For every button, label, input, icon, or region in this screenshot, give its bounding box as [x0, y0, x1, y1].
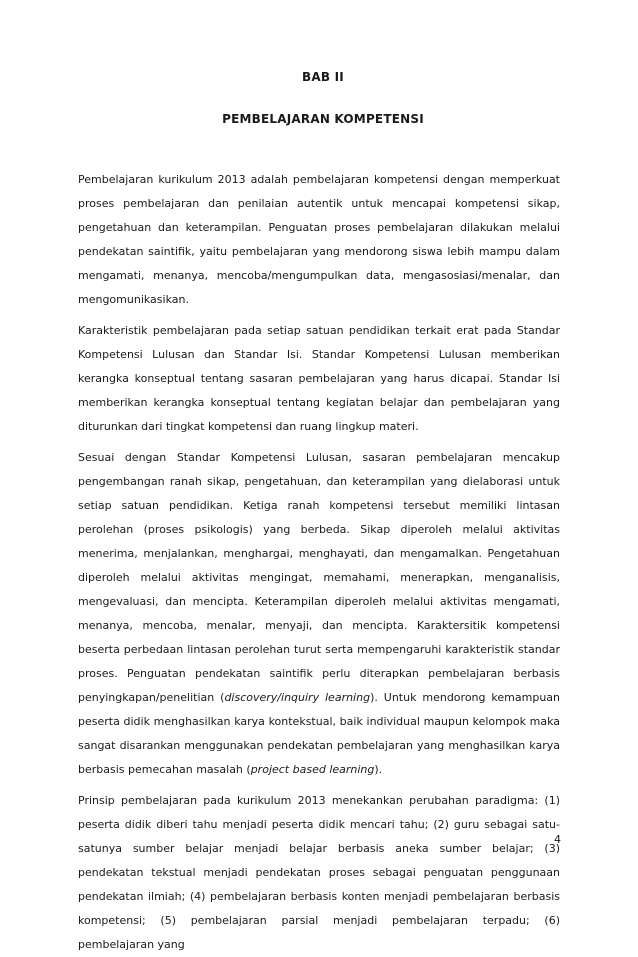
paragraph-text: Sesuai dengan Standar Kompetensi Lulusan, sasaran pembelajaran mencakup pengembangan ranah sikap, pengetahuan, dan keterampilan yang dielaborasi untuk setiap satuan pendidikan. Ketiga ranah kompetensi tersebut memiliki lintasan perolehan (proses psikologis) yang berbeda. Sikap diperoleh melalui aktivitas menerima, menjalankan, menghargai, menghayati, dan mengamalkan. Pengetahuan diperoleh melalui aktivitas mengingat, memahami, menerapkan, menganalisis, mengevaluasi, dan mencipta. Keterampilan diperoleh melalui aktivitas mengamati, menanya, mencoba, menalar, menyaji, dan mencipta. Karaktersitik kompetensi beserta perbedaan lintasan perolehan turut serta mempengaruhi karakteristik standar proses. Penguatan pendekatan saintifik perlu diterapkan pembelajaran berbasis penyingkapan/penelitian ( [78, 451, 560, 704]
paragraph-text: Pembelajaran kurikulum 2013 adalah pembelajaran kompetensi dengan memperkuat proses pembelajaran dan penilaian autentik untuk mencapai kompetensi sikap, pengetahuan dan keterampilan. Penguatan proses pembelajaran dilakukan melalui pendekatan saintifik, yaitu pembelajaran yang mendorong siswa lebih mampu dalam mengamati, menanya, mencoba/mengumpulkan data, mengasosiasi/menalar, dan mengomunikasikan. [78, 173, 560, 306]
paragraph-text: Prinsip pembelajaran pada kurikulum 2013 menekankan perubahan paradigma: (1) peserta didik diberi tahu menjadi peserta didik mencari tahu; (2) guru sebagai satu-satunya sumber belajar menjadi belajar berbasis aneka sumber belajar; (3) pendekatan tekstual menjadi pendekatan proses sebagai penguatan penggunaan pendekatan ilmiah; (4) pembelajaran berbasis konten menjadi pembelajaran berbasis kompetensi; (5) pembelajaran parsial menjadi pembelajaran terpadu; (6) pembelajaran yang [78, 794, 560, 951]
paragraph-4 [78, 789, 560, 957]
body-text [78, 168, 560, 957]
paragraph-text: ). Untuk mendorong kemampuan peserta didik menghasilkan karya kontekstual, baik individual maupun kelompok maka sangat disarankan menggunakan pendekatan pembelajaran yang menghasilkan karya berbasis pemecahan masalah ( [78, 691, 561, 776]
paragraph-text: Karakteristik pembelajaran pada setiap satuan pendidikan terkait erat pada Standar Kompetensi Lulusan dan Standar Isi. Standar Kompetensi Lulusan memberikan kerangka konseptual tentang sasaran pembelajaran yang harus dicapai. Standar Isi memberikan kerangka konseptual tentang kegiatan belajar dan pembelajaran yang diturunkan dari tingkat kompetensi dan ruang lingkup materi. [78, 324, 560, 433]
italic-term-project: project based learning [250, 763, 375, 776]
chapter-title: PEMBELAJARAN KOMPETENSI [222, 112, 424, 126]
italic-term-discovery: discovery/inquiry learning [224, 691, 371, 704]
paragraph-2 [78, 319, 560, 439]
paragraph-text: ). [374, 763, 383, 776]
paragraph-1 [78, 168, 560, 312]
page-number: 4 [554, 833, 561, 846]
chapter-number: BAB II [302, 70, 344, 84]
paragraph-3 [78, 446, 560, 782]
